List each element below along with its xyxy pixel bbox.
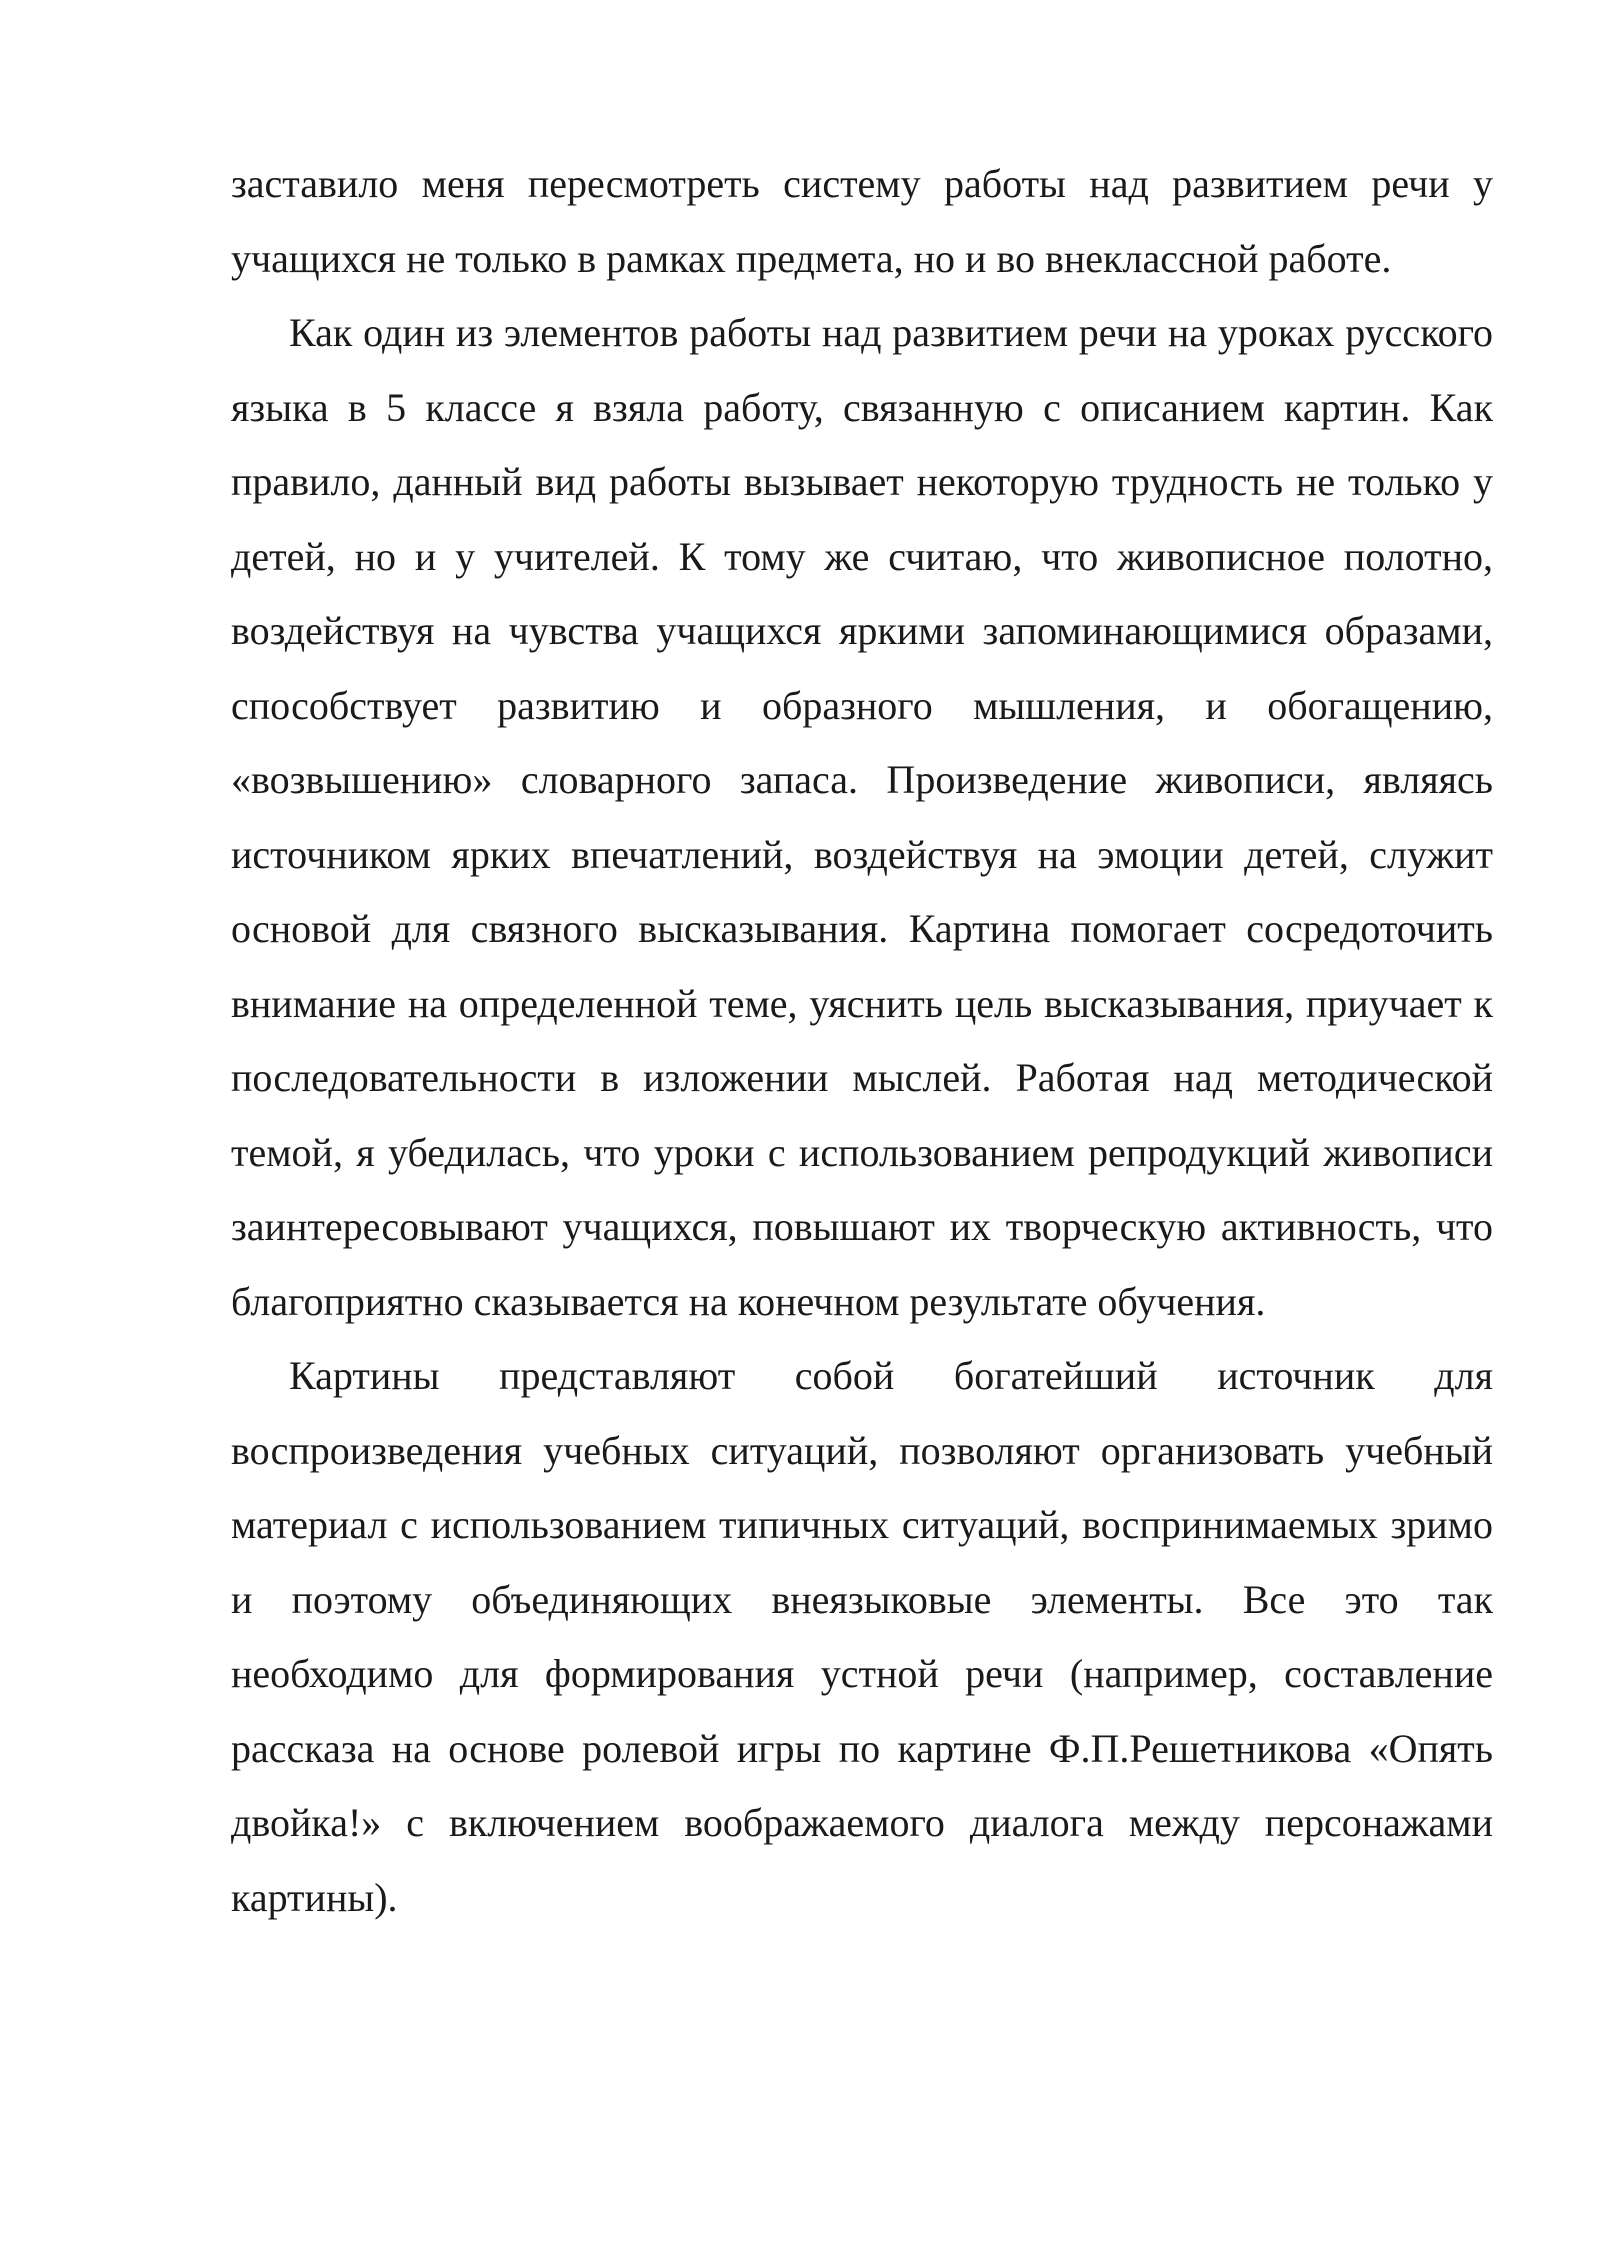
paragraph-learning-situations: Картины представляют собой богатейший источник для воспроизведения учебных ситуаций, позволяют организовать учебный материал с использованием типичных ситуаций, воспринимаемых зримо и поэтому объединяющих внеязыковые элементы. Все это так необходимо для формирования устной речи (например, составление рассказа на основе ролевой игры по картине Ф.П.Решетникова «Опять двойка!» с включением воображаемого диалога между персонажами картины). [231,1353,1493,1920]
body-text [231,147,1493,1935]
paragraph-picture-description: Как один из элементов работы над развитием речи на уроках русского языка в 5 классе я взяла работу, связанную с описанием картин. Как правило, данный вид работы вызывает некоторую трудность не только у детей, но и у учителей. К тому же считаю, что живописное полотно, воздействуя на чувства учащихся яркими запоминающимися образами, способствует развитию и образного мышления, и обогащению, «возвышению» словарного запаса. Произведение живописи, являясь источником ярких впечатлений, воздействуя на эмоции детей, служит основой для связного высказывания. Картина помогает сосредоточить внимание на определенной теме, уяснить цель высказывания, приучает к последовательности в изложении мыслей. Работая над методической темой, я убедилась, что уроки с использованием репродукций живописи заинтересовывают учащихся, повышают их творческую активность, что благоприятно сказывается на конечном результате обучения. [231,310,1493,1324]
paragraph-continuation: заставило меня пересмотреть систему работы над развитием речи у учащихся не только в рамках предмета, но и во внеклассной работе. [231,161,1493,281]
